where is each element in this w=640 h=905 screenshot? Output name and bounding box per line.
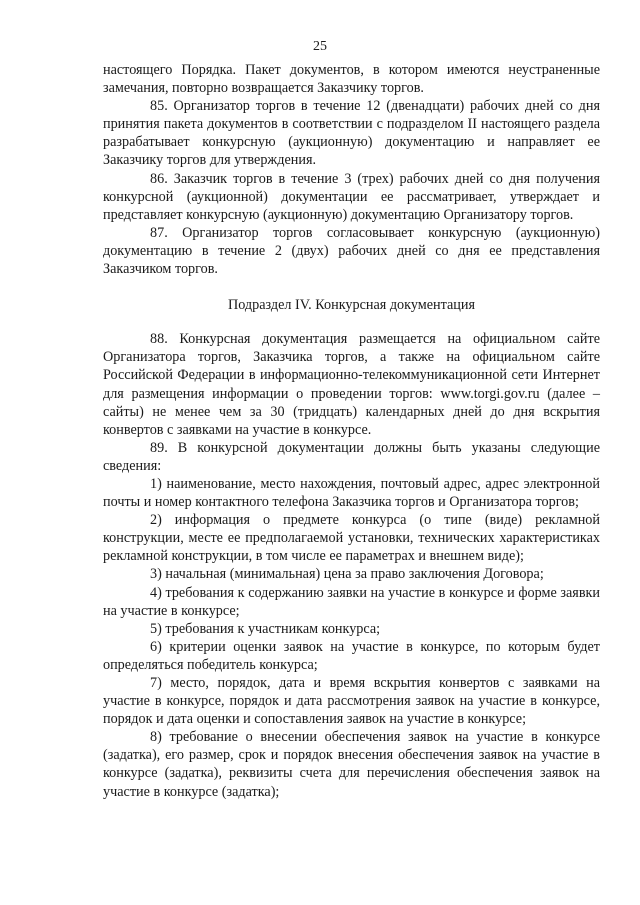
paragraph-88: 88. Конкурсная документация размещается на официальном сайте Организатора торгов, Заказчика торгов, а также на официальном сайте Российской Федерации в информационно-телекоммуникационной сети Интернет для размещения информации о проведении торгов: www.torgi.gov.ru (далее – сайты) не менее чем за 30 (тридцать) календарных дней до дня вскрытия конвертов с заявками на участие в конкурсе. [103,331,600,438]
paragraph-89: 89. В конкурсной документации должны быть указаны следующие сведения: [103,439,600,474]
list-item-3: 3) начальная (минимальная) цена за право заключения Договора; [150,566,544,583]
list-item-4: 4) требования к содержанию заявки на участие в конкурсе и форме заявки на участие в конкурсе; [103,584,600,619]
list-item-7: 7) место, порядок, дата и время вскрытия конвертов с заявками на участие в конкурсе, порядок и дата рассмотрения заявок на участие в конкурсе, порядок и дата оценки и сопоставления заявок на участие в конкурсе; [103,675,600,728]
section-heading: Подраздел IV. Конкурсная документация [227,297,475,314]
paragraph-continuation: настоящего Порядка. Пакет документов, в котором имеются неустраненные замечания, повторно возвращается Заказчику торгов. [103,62,600,97]
document-body [103,61,600,801]
list-item-8: 8) требование о внесении обеспечения заявок на участие в конкурсе (задатка), его размер, срок и порядок внесения обеспечения заявок на участие в конкурсе (задатка), реквизиты счета для перечисления обеспечения заявок на участие в конкурсе (задатка); [103,729,600,800]
list-item-1: 1) наименование, место нахождения, почтовый адрес, адрес электронной почты и номер контактного телефона Заказчика торгов и Организатора торгов; [103,475,600,511]
paragraph-86: 86. Заказчик торгов в течение 3 (трех) рабочих дней со дня получения конкурсной (аукционной) документации ее рассматривает, утверждает и представляет конкурсную (аукционную) документацию Организатору торгов. [103,170,600,223]
paragraph-85: 85. Организатор торгов в течение 12 (двенадцати) рабочих дней со дня принятия пакета документов в соответствии с подразделом II настоящего раздела разрабатывает конкурсную (аукционную) документацию и направляет ее Заказчику торгов для утверждения. [103,98,600,169]
page-number: 25 [313,39,327,54]
list-item-5: 5) требования к участникам конкурса; [150,620,381,637]
list-item-6: 6) критерии оценки заявок на участие в конкурсе, по которым будет определяться победитель конкурса; [103,638,600,673]
list-item-2: 2) информация о предмете конкурса (о типе (виде) рекламной конструкции, месте ее предполагаемой установки, технических характеристиках рекламной конструкции, в том числе ее параметрах и внешнем виде); [103,512,600,565]
paragraph-87: 87. Организатор торгов согласовывает конкурсную (аукционную) документацию в течение 2 (двух) рабочих дней со дня ее представления Заказчиком торгов. [103,224,600,278]
